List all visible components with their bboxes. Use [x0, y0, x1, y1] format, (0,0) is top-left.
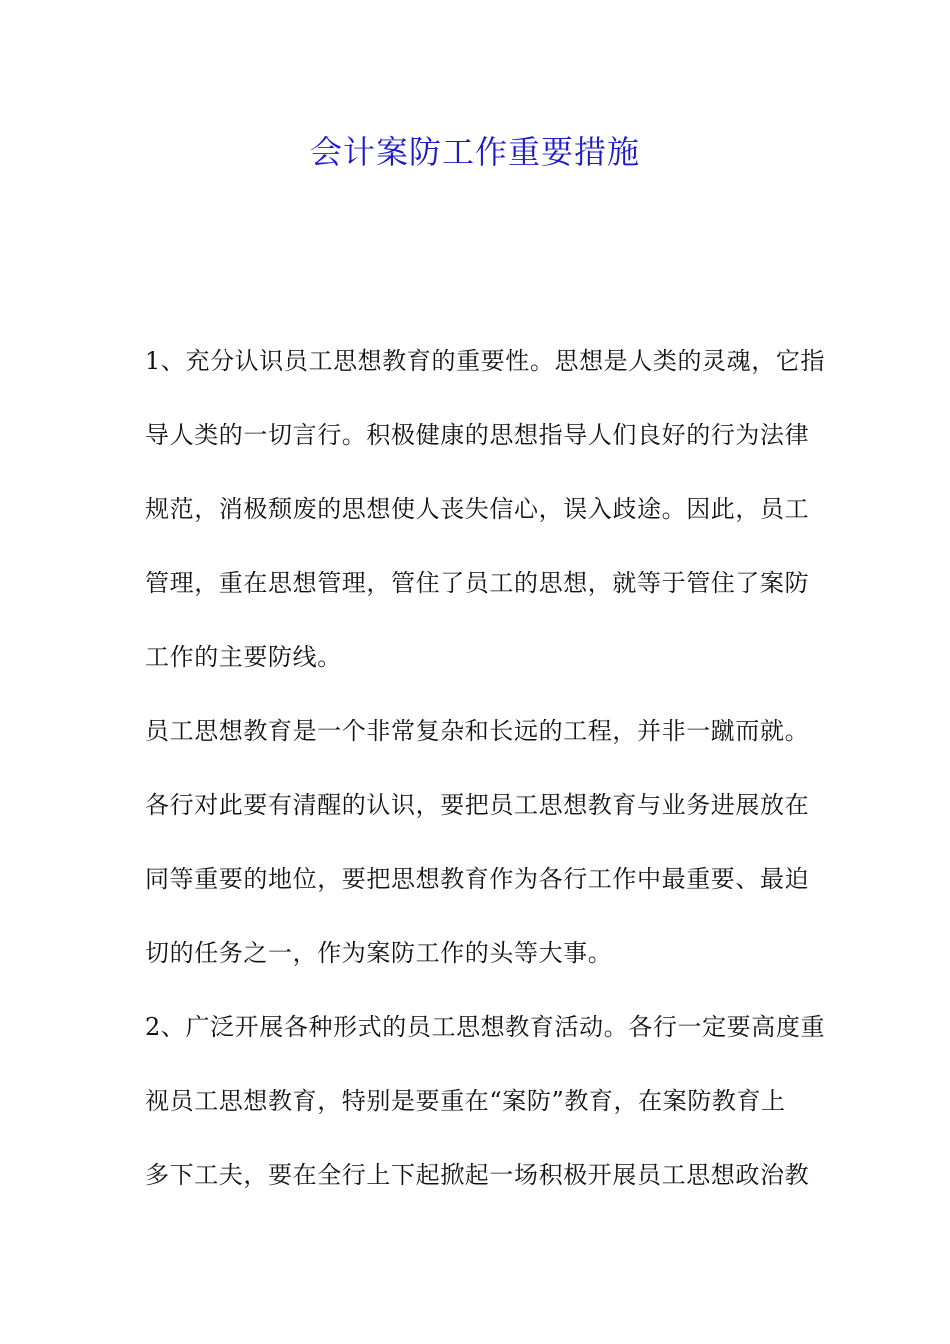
text-line: 导人类的一切言行。积极健康的思想指导人们良好的行为法律 [145, 421, 810, 449]
text-line: 员工思想教育是一个非常复杂和长远的工程，并非一蹴而就。 [145, 717, 810, 745]
text-line: 1、充分认识员工思想教育的重要性。思想是人类的灵魂，它指 [145, 347, 826, 375]
text-line: 多下工夫，要在全行上下起掀起一场积极开展员工思想政治教 [145, 1161, 810, 1189]
document-title: 会计案防工作重要措施 [309, 133, 640, 171]
text-line: 2、广泛开展各种形式的员工思想教育活动。各行一定要高度重 [145, 1013, 826, 1041]
text-line: 各行对此要有清醒的认识，要把员工思想教育与业务进展放在 [145, 791, 810, 819]
text-line: 切的任务之一，作为案防工作的头等大事。 [145, 939, 613, 967]
document-body [145, 337, 826, 1225]
text-line: 工作的主要防线。 [145, 643, 342, 671]
text-line: 规范，消极颓废的思想使人丧失信心，误入歧途。因此，员工 [145, 495, 810, 523]
text-line: 管理，重在思想管理，管住了员工的思想，就等于管住了案防 [145, 569, 810, 597]
text-line: 同等重要的地位，要把思想教育作为各行工作中最重要、最迫 [145, 865, 810, 893]
text-line: 视员工思想教育，特别是要重在“案防”教育，在案防教育上 [145, 1087, 786, 1115]
